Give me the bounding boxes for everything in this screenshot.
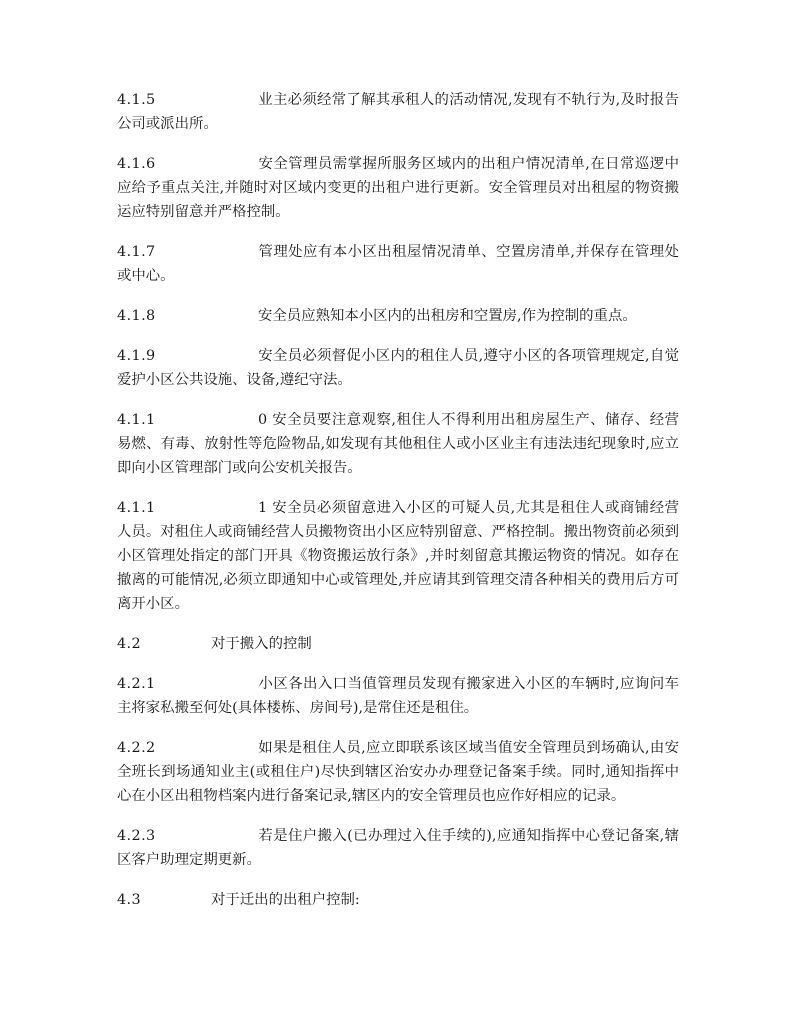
section-number: 4.1.1 (117, 412, 156, 428)
section-number: 4.1.9 (117, 348, 156, 364)
paragraph-text: 安全员必须督促小区内的租住人员,遵守小区的各项管理规定,自觉爱护小区公共设施、设备,遵纪守法。 (117, 348, 679, 388)
section-number: 4.1.7 (117, 244, 156, 260)
paragraph-4-1-7 (117, 240, 679, 288)
section-number: 4.1.1 (117, 500, 156, 516)
section-heading: 对于搬入的控制 (211, 636, 312, 652)
paragraph-text: 安全管理员需掌握所服务区域内的出租户情况清单,在日常巡逻中应给予重点关注,并随时对区域内变更的出租户进行更新。安全管理员对出租屋的物资搬运应特别留意并严格控制。 (117, 156, 679, 220)
section-number: 4.3 (117, 892, 142, 908)
paragraph-4-2-1 (117, 672, 679, 720)
section-number: 4.2.1 (117, 676, 156, 692)
document-page (117, 88, 679, 928)
paragraph-4-1-5 (117, 88, 679, 136)
section-number: 4.2 (117, 636, 142, 652)
paragraph-text: 安全员应熟知本小区内的出租房和空置房,作为控制的重点。 (258, 308, 637, 324)
paragraph-text: 管理处应有本小区出租屋情况清单、空置房清单,并保存在管理处或中心。 (117, 244, 679, 284)
paragraph-text: 小区各出入口当值管理员发现有搬家进入小区的车辆时,应询问车主将家私搬至何处(具体楼栋、房间号),是常住还是租住。 (117, 676, 679, 716)
paragraph-4-2-2 (117, 736, 679, 808)
paragraph-text: 业主必须经常了解其承租人的活动情况,发现有不轨行为,及时报告公司或派出所。 (117, 92, 679, 132)
section-number: 4.1.8 (117, 308, 156, 324)
section-number: 4.1.5 (117, 92, 156, 108)
heading-4-2 (117, 632, 679, 656)
paragraph-4-1-9 (117, 344, 679, 392)
section-number: 4.2.2 (117, 740, 156, 756)
section-number: 4.2.3 (117, 828, 156, 844)
paragraph-text: 1 安全员必须留意进入小区的可疑人员,尤其是租住人或商铺经营人员。对租住人或商铺经营人员搬物资出小区应特别留意、严格控制。搬出物资前必须到小区管理处指定的部门开具《物资搬运放行条》,并时刻留意其搬运物资的情况。如存在撤离的可能情况,必须立即通知中心或管理处,并应请其到管理交清各种相关的费用后方可离开小区。 (117, 500, 679, 612)
paragraph-text: 如果是租住人员,应立即联系该区域当值安全管理员到场确认,由安全班长到场通知业主(或租住户)尽快到辖区治安办办理登记备案手续。同时,通知指挥中心在小区出租物档案内进行备案记录,辖区内的安全管理员也应作好相应的记录。 (117, 740, 679, 804)
paragraph-4-1-10 (117, 408, 679, 480)
paragraph-4-2-3 (117, 824, 679, 872)
paragraph-text: 若是住户搬入(已办理过入住手续的),应通知指挥中心登记备案,辖区客户助理定期更新。 (117, 828, 679, 868)
heading-4-3 (117, 888, 679, 912)
paragraph-4-1-8 (117, 304, 679, 328)
paragraph-text: 0 安全员要注意观察,租住人不得利用出租房屋生产、储存、经营易燃、有毒、放射性等危险物品,如发现有其他租住人或小区业主有违法违纪现象时,应立即向小区管理部门或向公安机关报告。 (117, 412, 679, 476)
section-heading: 对于迁出的出租户控制: (211, 892, 360, 908)
paragraph-4-1-11 (117, 496, 679, 616)
section-number: 4.1.6 (117, 156, 156, 172)
paragraph-4-1-6 (117, 152, 679, 224)
